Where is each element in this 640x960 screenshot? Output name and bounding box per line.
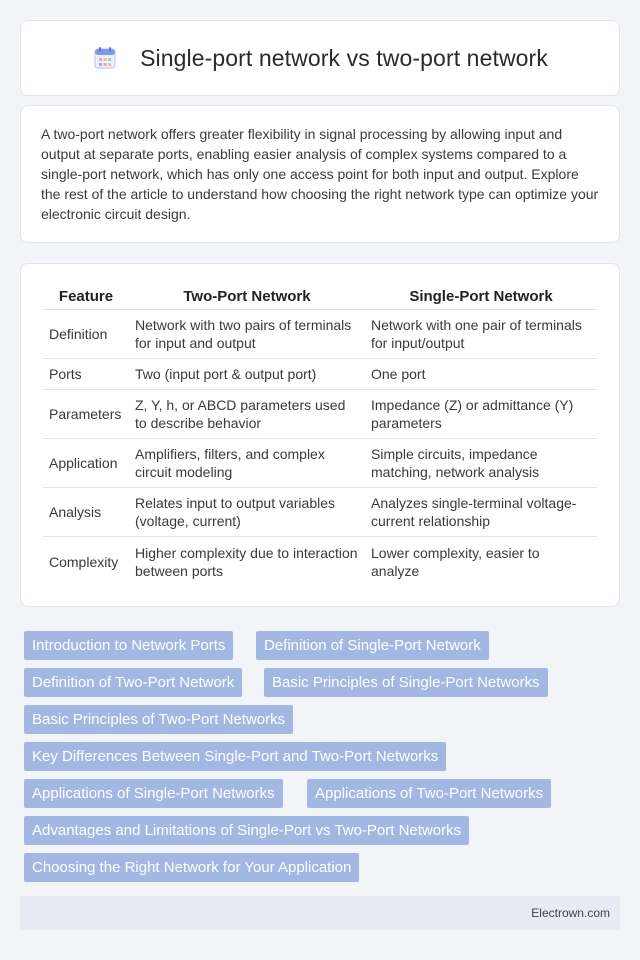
- table-cell-single-port: Lower complexity, easier to analyze: [371, 544, 540, 579]
- table-cell-two-port: Network with two pairs of terminals for input and output: [129, 310, 365, 359]
- column-header-single-port: Single-Port Network: [365, 284, 597, 310]
- intro-text: A two-port network offers greater flexibility in signal processing by allowing input and output at separate ports, enabling easier analysis of complex systems compared to a single-port network, which has only one access point for both input and output. Explore the rest of the article to understand how choosing the right network type can optimize your electronic circuit design.: [41, 126, 599, 222]
- table-row: [43, 390, 597, 439]
- tag-choosing-the-right-network[interactable]: Choosing the Right Network for Your Application: [24, 853, 359, 882]
- tag-advantages-and-limitations[interactable]: Advantages and Limitations of Single-Port vs Two-Port Networks: [24, 816, 469, 845]
- comparison-table: [43, 284, 597, 586]
- table-cell-two-port: Relates input to output variables (voltage, current): [129, 488, 365, 537]
- tag-key-differences[interactable]: Key Differences Between Single-Port and Two-Port Networks: [24, 742, 446, 771]
- table-cell-two-port: Higher complexity due to interaction between ports: [135, 544, 358, 579]
- page-title: Single-port network vs two-port network: [140, 44, 548, 71]
- column-header-two-port: Two-Port Network: [129, 284, 365, 310]
- table-row: [43, 488, 597, 537]
- table-cell-two-port: Amplifiers, filters, and complex circuit modeling: [129, 439, 365, 488]
- tag-introduction-to-network-ports[interactable]: Introduction to Network Ports: [24, 631, 233, 660]
- table-cell-feature: Complexity: [49, 553, 119, 570]
- calendar-icon: [92, 45, 118, 71]
- table-cell-feature: Application: [43, 439, 129, 488]
- tag-applications-of-single-port-networks[interactable]: Applications of Single-Port Networks: [24, 779, 283, 808]
- title-card: [20, 20, 620, 96]
- table-cell-single-port: Impedance (Z) or admittance (Y) parameters: [365, 390, 597, 439]
- tag-definition-of-two-port-network[interactable]: Definition of Two-Port Network: [24, 668, 242, 697]
- tag-basic-principles-of-single-port-networks[interactable]: Basic Principles of Single-Port Networks: [264, 668, 548, 697]
- table-cell-feature: Parameters: [43, 390, 129, 439]
- table-cell-feature: Definition: [43, 310, 129, 359]
- table-cell-feature: Analysis: [43, 488, 129, 537]
- table-cell-single-port: Network with one pair of terminals for input/output: [365, 310, 597, 359]
- table-cell-two-port: Z, Y, h, or ABCD parameters used to describe behavior: [129, 390, 365, 439]
- column-header-feature: Feature: [43, 284, 129, 310]
- table-cell-single-port: Simple circuits, impedance matching, network analysis: [365, 439, 597, 488]
- footer-brand: Electrown.com: [531, 906, 610, 920]
- tag-definition-of-single-port-network[interactable]: Definition of Single-Port Network: [256, 631, 489, 660]
- table-row: [43, 537, 597, 586]
- table-cell-two-port: Two (input port & output port): [129, 359, 365, 390]
- table-cell-feature: Ports: [43, 359, 129, 390]
- table-row: [43, 310, 597, 359]
- table-header-row: [43, 284, 597, 310]
- table-cell-single-port: One port: [365, 359, 597, 390]
- footer: [20, 896, 620, 930]
- table-row: [43, 359, 597, 390]
- intro-card: [20, 105, 620, 243]
- table-cell-single-port: Analyzes single-terminal voltage-current relationship: [365, 488, 597, 537]
- comparison-table-card: [20, 263, 620, 607]
- table-row: [43, 439, 597, 488]
- tag-applications-of-two-port-networks[interactable]: Applications of Two-Port Networks: [307, 779, 551, 808]
- tag-basic-principles-of-two-port-networks[interactable]: Basic Principles of Two-Port Networks: [24, 705, 293, 734]
